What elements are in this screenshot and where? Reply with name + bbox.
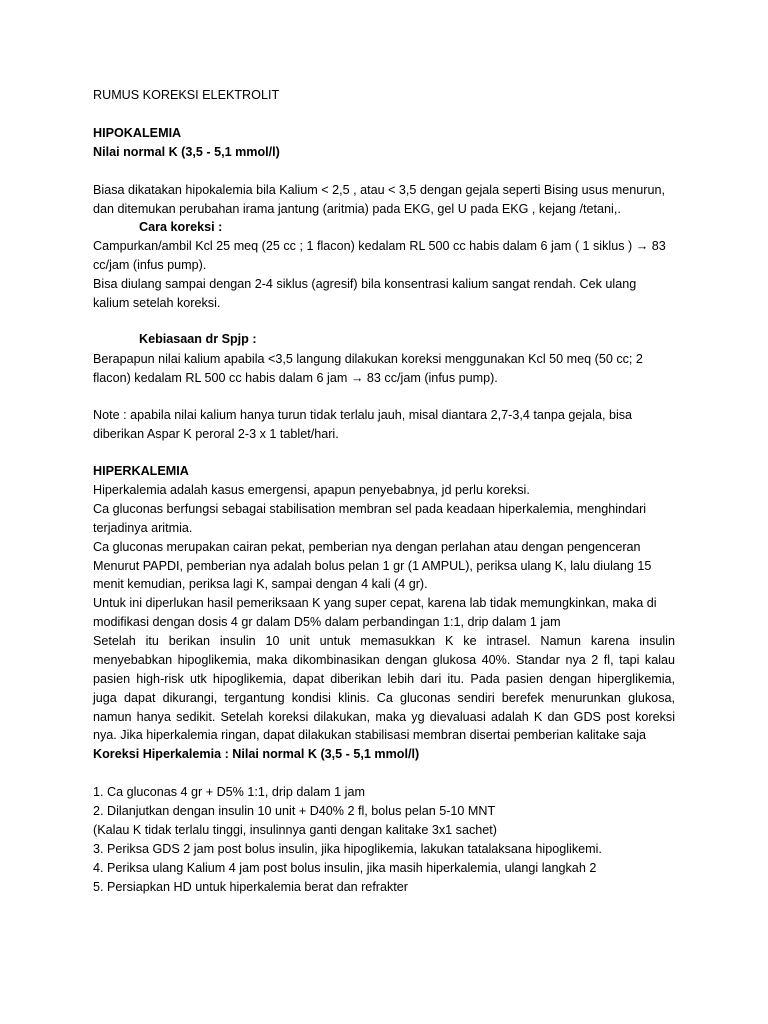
paragraph-line: menyebabkan hipoglikemia, maka dikombinasikan dengan glukosa 40%. Standar nya 2 fl, tapi kalau	[93, 653, 675, 667]
paragraph-line: flacon) kedalam RL 500 cc habis dalam 6 jam → 83 cc/jam (infus pump).	[93, 371, 498, 385]
paragraph-line: menit kemudian, periksa lagi K, sampai dengan 4 kali (4 gr).	[93, 577, 428, 591]
paragraph-line: Menurut PAPDI, pemberian nya adalah bolus pelan 1 gr (1 AMPUL), periksa ulang K, lalu diulang 15	[93, 559, 652, 573]
hipokalemia-normal-value: Nilai normal K (3,5 - 5,1 mmol/l)	[93, 145, 280, 159]
paragraph-line: Biasa dikatakan hipokalemia bila Kalium < 2,5 , atau < 3,5 dengan gejala seperti Bising usus menurun,	[93, 183, 665, 197]
step-item: 1. Ca gluconas 4 gr + D5% 1:1, drip dalam 1 jam	[93, 785, 365, 799]
note-line: Note : apabila nilai kalium hanya turun tidak terlalu jauh, misal diantara 2,7-3,4 tanpa gejala, bisa	[93, 408, 633, 422]
paragraph-line: dan ditemukan perubahan irama jantung (aritmia) pada EKG, gel U pada EKG , kejang /tetani,.	[93, 202, 621, 216]
hiperkalemia-heading: HIPERKALEMIA	[93, 464, 189, 478]
paragraph-line: Hiperkalemia adalah kasus emergensi, apapun penyebabnya, jd perlu koreksi.	[93, 483, 530, 497]
paragraph-line: terjadinya aritmia.	[93, 521, 193, 535]
paragraph-line: Ca gluconas berfungsi sebagai stabilisation membran sel pada keadaan hiperkalemia, menghindari	[93, 502, 647, 516]
hipokalemia-heading: HIPOKALEMIA	[93, 126, 182, 140]
paragraph-line: Bisa diulang sampai dengan 2-4 siklus (agresif) bila konsentrasi kalium sangat rendah. Cek ulang	[93, 277, 637, 291]
paragraph-line: Setelah itu berikan insulin 10 unit untuk memasukkan K ke intrasel. Namun karena insulin	[93, 634, 675, 648]
note-line: diberikan Aspar K peroral 2-3 x 1 tablet/hari.	[93, 427, 339, 441]
koreksi-hiperkalemia-heading: Koreksi Hiperkalemia : Nilai normal K (3,5 - 5,1 mmol/l)	[93, 747, 420, 761]
paragraph-line: juga dapat dikurangi, tergantung kondisi klinis. Ca gluconas sendiri berefek menurunkan glukosa,	[93, 691, 675, 705]
paragraph-line: Ca gluconas merupakan cairan pekat, pemberian nya dengan perlahan atau dengan pengenceran	[93, 540, 641, 554]
step-item: 5. Persiapkan HD untuk hiperkalemia berat dan refrakter	[93, 880, 409, 894]
paragraph-line: cc/jam (infus pump).	[93, 258, 207, 272]
paragraph-line: kalium setelah koreksi.	[93, 296, 221, 310]
paragraph-line: Campurkan/ambil Kcl 25 meq (25 cc ; 1 flacon) kedalam RL 500 cc habis dalam 6 jam ( 1 siklus ) → 83	[93, 239, 666, 253]
paragraph-line: pasien high-risk utk hipoglikemia, dapat diberikan lebih dari itu. Pada pasien dengan hiperglikemia,	[93, 672, 675, 686]
step-item: 2. Dilanjutkan dengan insulin 10 unit + D40% 2 fl, bolus pelan 5-10 MNT	[93, 804, 496, 818]
paragraph-line: modifikasi dengan dosis 4 gr dalam D5% dalam perbandingan 1:1, drip dalam 1 jam	[93, 615, 561, 629]
kebiasaan-heading: Kebiasaan dr Spjp :	[139, 332, 257, 346]
paragraph-line: namun hanya sedikit. Setelah koreksi dilakukan, maka yg dievaluasi adalah K dan GDS post koreksi	[93, 710, 675, 724]
paragraph-line: Untuk ini diperlukan hasil pemeriksaan K yang super cepat, karena lab tidak memungkinkan, maka di	[93, 596, 657, 610]
cara-koreksi-heading: Cara koreksi :	[139, 220, 223, 234]
paragraph-line: Berapapun nilai kalium apabila <3,5 langung dilakukan koreksi menggunakan Kcl 50 meq (50 cc; 2	[93, 352, 643, 366]
step-item: 3. Periksa GDS 2 jam post bolus insulin, jika hipoglikemia, lakukan tatalaksana hipoglikemi.	[93, 842, 602, 856]
step-item: 4. Periksa ulang Kalium 4 jam post bolus insulin, jika masih hiperkalemia, ulangi langkah 2	[93, 861, 597, 875]
step-note: (Kalau K tidak terlalu tinggi, insulinnya ganti dengan kalitake 3x1 sachet)	[93, 823, 497, 837]
document-title: RUMUS KOREKSI ELEKTROLIT	[93, 88, 280, 102]
paragraph-line: nya. Jika hiperkalemia ringan, dapat dilakukan stabilisasi membran disertai pemberian kalitake saja	[93, 728, 647, 742]
